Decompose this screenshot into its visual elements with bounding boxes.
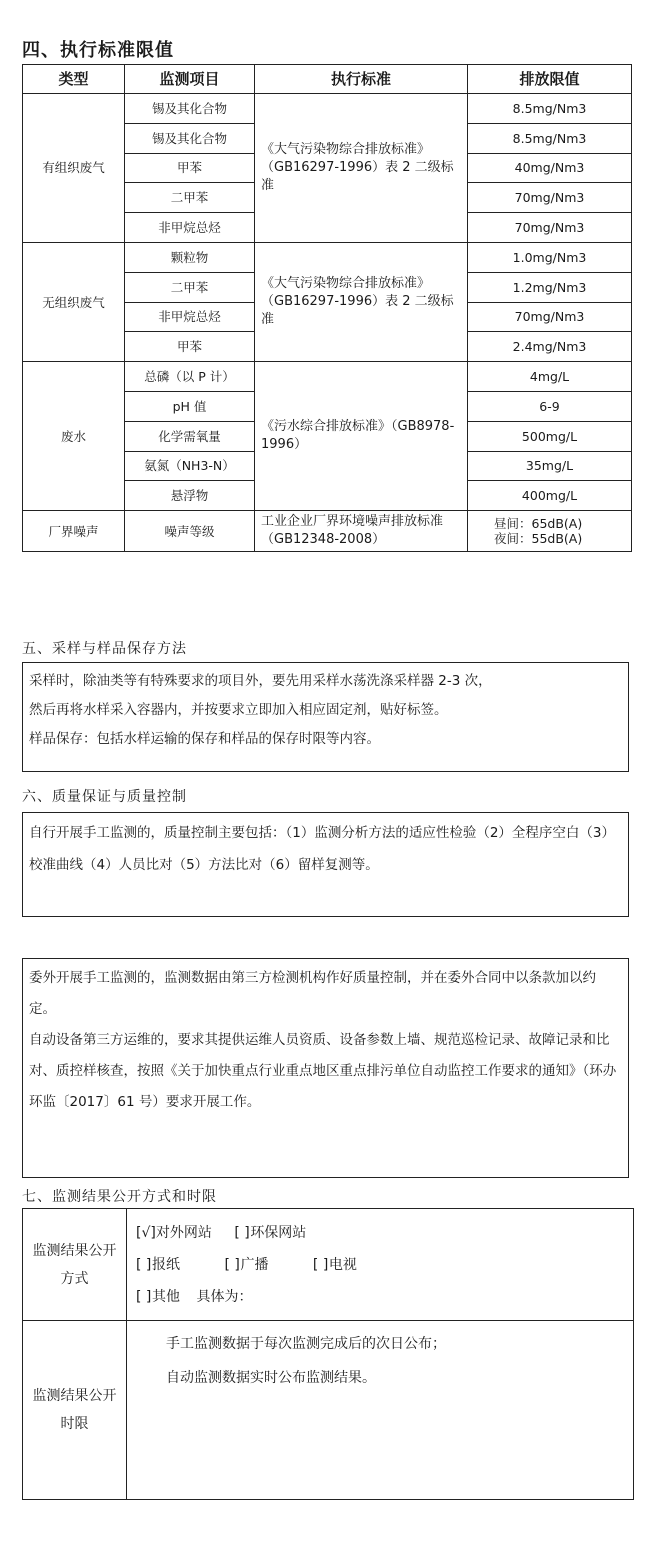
type-cell: 无组织废气 — [23, 242, 125, 361]
standard-cell: 《大气污染物综合排放标准》（GB16297-1996）表 2 二级标准 — [255, 242, 468, 361]
option-environment-website[interactable]: [ ]环保网站 — [234, 1217, 306, 1249]
sampling-line: 然后再将水样采入容器内，并按要求立即加入相应固定剂，贴好标签。 — [29, 702, 448, 718]
sampling-box — [22, 662, 629, 772]
type-cell: 厂界噪声 — [23, 511, 125, 552]
item-cell: 悬浮物 — [125, 481, 255, 511]
limit-night: 夜间：55dB(A) — [494, 531, 583, 547]
standards-table — [22, 64, 632, 552]
table-row — [23, 1321, 634, 1500]
limit-cell: 500mg/L — [468, 421, 632, 451]
limit-cell: 70mg/Nm3 — [468, 302, 632, 332]
section7-title: 七、监测结果公开方式和时限 — [22, 1189, 217, 1205]
limit-cell: 4mg/L — [468, 362, 632, 392]
item-cell: 总磷（以 P 计） — [125, 362, 255, 392]
header-standard: 执行标准 — [255, 65, 468, 94]
limit-cell: 8.5mg/Nm3 — [468, 94, 632, 124]
item-cell: 甲苯 — [125, 332, 255, 362]
option-newspaper[interactable]: [ ]报纸 — [136, 1249, 180, 1281]
header-type: 类型 — [23, 65, 125, 94]
item-cell: 非甲烷总烃 — [125, 302, 255, 332]
limit-cell: 40mg/Nm3 — [468, 153, 632, 183]
checkbox[interactable]: [ ] — [136, 1288, 152, 1305]
option-broadcast[interactable]: [ ]广播 — [224, 1249, 268, 1281]
limit-line: 自动监测数据实时公布监测结果。 — [166, 1370, 376, 1386]
limit-cell: 70mg/Nm3 — [468, 183, 632, 213]
limit-cell — [468, 511, 632, 552]
qc-self-text: 自行开展手工监测的，质量控制主要包括：（1）监测分析方法的适应性检验（2）全程序空白（3）校准曲线（4）人员比对（5）方法比对（6）留样复测等。 — [29, 825, 616, 873]
standard-cell: 《污水综合排放标准》（GB8978-1996） — [255, 362, 468, 511]
checkbox-checked[interactable]: [√] — [136, 1224, 156, 1241]
item-cell: 二甲苯 — [125, 183, 255, 213]
checkbox[interactable]: [ ] — [312, 1256, 329, 1273]
section5-title: 五、采样与样品保存方法 — [22, 641, 187, 657]
item-cell: 非甲烷总烃 — [125, 213, 255, 243]
item-cell: 锡及其化合物 — [125, 123, 255, 153]
limit-cell: 70mg/Nm3 — [468, 213, 632, 243]
item-cell: 锡及其化合物 — [125, 94, 255, 124]
limit-label-text: 监测结果公开时限 — [32, 1388, 117, 1432]
limit-day: 昼间：65dB(A) — [494, 516, 583, 532]
limit-line: 手工监测数据于每次监测完成后的次日公布； — [166, 1336, 446, 1352]
qc-self-box — [22, 812, 629, 917]
qc-auto-text: 自动设备第三方运维的，要求其提供运维人员资质、设备参数上墙、规范巡检记录、故障记录和比对、质控样核查，按照《关于加快重点行业重点地区重点排污单位自动监控工作要求的通知》（环办环监〔2017〕61 号）要求开展工作。 — [29, 1032, 617, 1110]
section6-title: 六、质量保证与质量控制 — [22, 789, 187, 805]
limit-cell: 35mg/L — [468, 451, 632, 481]
option-tv[interactable]: [ ]电视 — [313, 1249, 357, 1281]
checkbox[interactable]: [ ] — [136, 1256, 152, 1273]
limit-cell: 1.2mg/Nm3 — [468, 272, 632, 302]
limit-label — [23, 1321, 127, 1500]
method-label — [23, 1209, 127, 1321]
table-row — [23, 1209, 634, 1321]
item-cell: pH 值 — [125, 391, 255, 421]
method-options — [127, 1209, 634, 1321]
table-header-row — [23, 65, 632, 94]
item-cell: 颗粒物 — [125, 242, 255, 272]
header-item: 监测项目 — [125, 65, 255, 94]
options-row-2 — [128, 1249, 632, 1281]
table-row — [23, 511, 632, 552]
limit-cell: 8.5mg/Nm3 — [468, 123, 632, 153]
option-external-website[interactable]: [√]对外网站 — [136, 1217, 212, 1249]
limit-cell: 6-9 — [468, 391, 632, 421]
standard-cell: 《大气污染物综合排放标准》（GB16297-1996）表 2 二级标准 — [255, 94, 468, 243]
options-row-1 — [128, 1217, 632, 1249]
option-other[interactable]: [ ]其他 — [136, 1281, 180, 1313]
sampling-line: 样品保存：包括水样运输的保存和样品的保存时限等内容。 — [29, 731, 380, 747]
limit-cell: 400mg/L — [468, 481, 632, 511]
type-cell: 废水 — [23, 362, 125, 511]
qc-outsourced-box — [22, 958, 629, 1178]
sampling-line: 采样时，除油类等有特殊要求的项目外，要先用采样水荡洗涤采样器 2-3 次， — [29, 673, 492, 689]
item-cell: 噪声等级 — [125, 511, 255, 552]
limit-content — [127, 1321, 634, 1500]
item-cell: 二甲苯 — [125, 272, 255, 302]
item-cell: 化学需氧量 — [125, 421, 255, 451]
table-row — [23, 94, 632, 124]
publication-table — [22, 1208, 634, 1500]
checkbox[interactable]: [ ] — [224, 1256, 240, 1273]
item-cell: 甲苯 — [125, 153, 255, 183]
checkbox[interactable]: [ ] — [234, 1224, 250, 1241]
limit-cell: 1.0mg/Nm3 — [468, 242, 632, 272]
table-row — [23, 242, 632, 272]
table-row — [23, 362, 632, 392]
qc-outsourced-text: 委外开展手工监测的，监测数据由第三方检测机构作好质量控制，并在委外合同中以条款加以约定。 — [29, 970, 596, 1017]
other-detail: 具体为： — [196, 1288, 253, 1305]
header-limit: 排放限值 — [468, 65, 632, 94]
options-row-3 — [128, 1281, 632, 1313]
standard-cell: 工业企业厂界环境噪声排放标准（GB12348-2008） — [255, 511, 468, 552]
limit-cell: 2.4mg/Nm3 — [468, 332, 632, 362]
section4-title: 四、执行标准限值 — [22, 40, 174, 61]
item-cell: 氨氮（NH3-N） — [125, 451, 255, 481]
method-label-text: 监测结果公开方式 — [32, 1242, 117, 1287]
type-cell: 有组织废气 — [23, 94, 125, 243]
